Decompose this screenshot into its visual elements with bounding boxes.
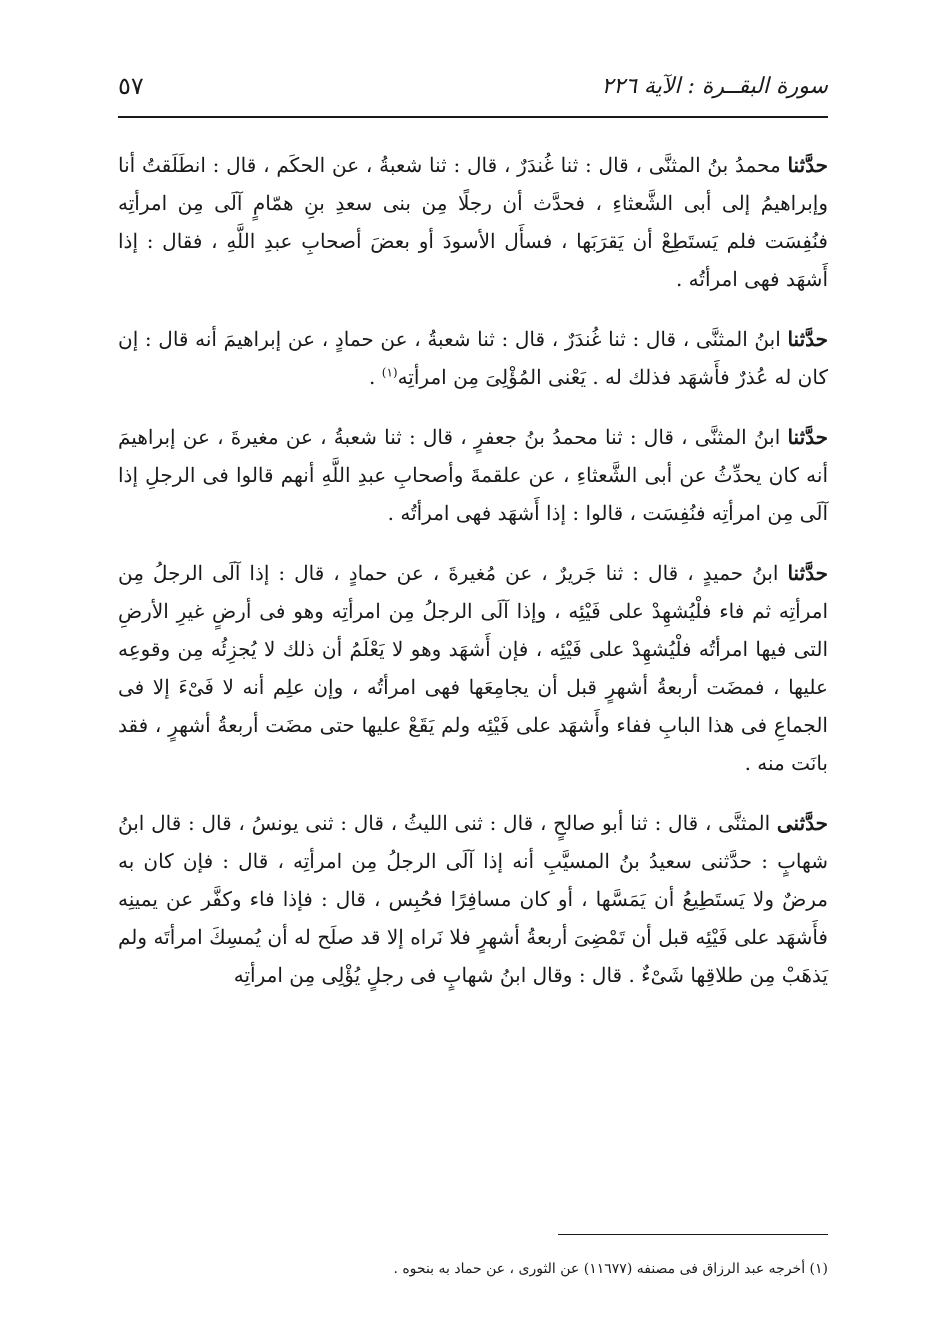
paragraph-3 bbox=[118, 418, 828, 532]
paragraph-4 bbox=[118, 554, 828, 782]
paragraph-lead: حدَّثنا bbox=[787, 153, 828, 177]
paragraph-text: ابنُ المثنَّى ، قال : ثنا محمدُ بنُ جعفرٍ ، قال : ثنا شعبةُ ، عن مغيرةَ ، عن إبراهيمَ أنه كان يحدِّثُ عن أبى الشَّعثاءِ ، عن علقمةَ وأصحابِ عبدِ اللَّهِ أنهم قالوا فى الرجلِ إذا آلَى مِن امرأتِه فنُفِسَت ، قالوا : إذا أَشهَد فهى امرأتُه . bbox=[118, 425, 828, 525]
paragraph-2 bbox=[118, 320, 828, 396]
running-header bbox=[118, 66, 828, 106]
paragraph-1 bbox=[118, 146, 828, 298]
footnote-reference[interactable]: (١) bbox=[381, 365, 398, 380]
header-rule bbox=[118, 116, 828, 118]
paragraph-lead: حدَّثنا bbox=[787, 561, 828, 585]
footnote: (١) أخرجه عبد الرزاق فى مصنفه (١١٦٧٧) عن الثورى ، عن حماد به بنحوه . bbox=[393, 1261, 828, 1277]
paragraph-text: المثنَّى ، قال : ثنا أبو صالحٍ ، قال : ثنى الليثُ ، قال : ثنى يونسُ ، قال : قال ابنُ شهابٍ : حدَّثنى سعيدُ بنُ المسيَّبِ أنه إذا آلَى الرجلُ مِن امرأتِه ، قال : فإن كان به مرضٌ ولا يَستَطِيعُ أن يَمَسَّها ، أو كان مسافِرًا فحُبِس ، قال : فإذا فاء وكفَّر عن يمينِه فأَشهَد على فَيْئِه قبل أن تَمْضِىَ أربعةُ أشهرٍ فلا نَراه إلا قد صلَح له أن يُمسِكَ امرأتَه ولم يَذهَبْ مِن طلاقِها شَىْءٌ . قال : وقال ابنُ شهابٍ فى رجلٍ يُؤْلِى مِن امرأتِه bbox=[118, 811, 828, 987]
paragraph-text: محمدُ بنُ المثنَّى ، قال : ثنا غُندَرٌ ، قال : ثنا شعبةُ ، عن الحكَم ، قال : انطَلَقتُ أنا وإبراهيمُ إلى أبى الشَّعثاءِ ، فحدَّث أن رجلًا مِن بنى سعدِ بنِ همّامٍ آلَى مِن امرأتِه فنُفِسَت فلم يَستَطِعْ أن يَقرَبَها ، فسأَل الأسودَ أو بعضَ أصحابِ عبدِ اللَّهِ ، فقال : إذا أَشهَد فهى امرأتُه . bbox=[118, 153, 828, 291]
body-text bbox=[118, 146, 828, 1016]
header-title: سورة البقــرة : الآية ٢٢٦ bbox=[601, 73, 828, 99]
paragraph-lead: حدَّثنى bbox=[776, 811, 828, 835]
paragraph-5 bbox=[118, 804, 828, 994]
paragraph-lead: حدَّثنا bbox=[787, 425, 828, 449]
paragraph-text: ابنُ المثنَّى ، قال : ثنا غُندَرٌ ، قال : ثنا شعبةُ ، عن حمادٍ ، عن إبراهيمَ أنه قال : إن كان له عُذرٌ فأَشهَد فذلك له . يَعْنى المُؤْلِىَ مِن امرأتِه bbox=[118, 327, 828, 389]
page-number: ٥٧ bbox=[118, 72, 144, 100]
footnote-rule bbox=[558, 1234, 828, 1235]
paragraph-text: ابنُ حميدٍ ، قال : ثنا جَريرٌ ، عن مُغيرةَ ، عن حمادٍ ، قال : إذا آلَى الرجلُ مِن امرأتِه ثم فاء فلْيُشهِدْ على فَيْئِه ، وإذا آلَى الرجلُ مِن امرأتِه وهو فى أرضٍ غيرِ الأرضِ التى فيها امرأتُه فلْيُشهِدْ على فَيْئِه ، فإن أَشهَد وهو لا يَعْلَمُ أن ذلك لا يُجزِئُه مِن وقوعِه عليها ، فمضَت أربعةُ أشهرٍ قبل أن يجامِعَها فهى امرأتُه ، وإن علِم أنه لا فَىْءَ إلا فى الجماعِ فى هذا البابِ ففاء وأَشهَد على فَيْئِه ولم يَقَعْ عليها حتى مضَت أربعةُ أشهرٍ ، فقد بانَت منه . bbox=[118, 561, 828, 775]
paragraph-text-end: . bbox=[369, 365, 382, 389]
paragraph-lead: حدَّثنا bbox=[787, 327, 828, 351]
